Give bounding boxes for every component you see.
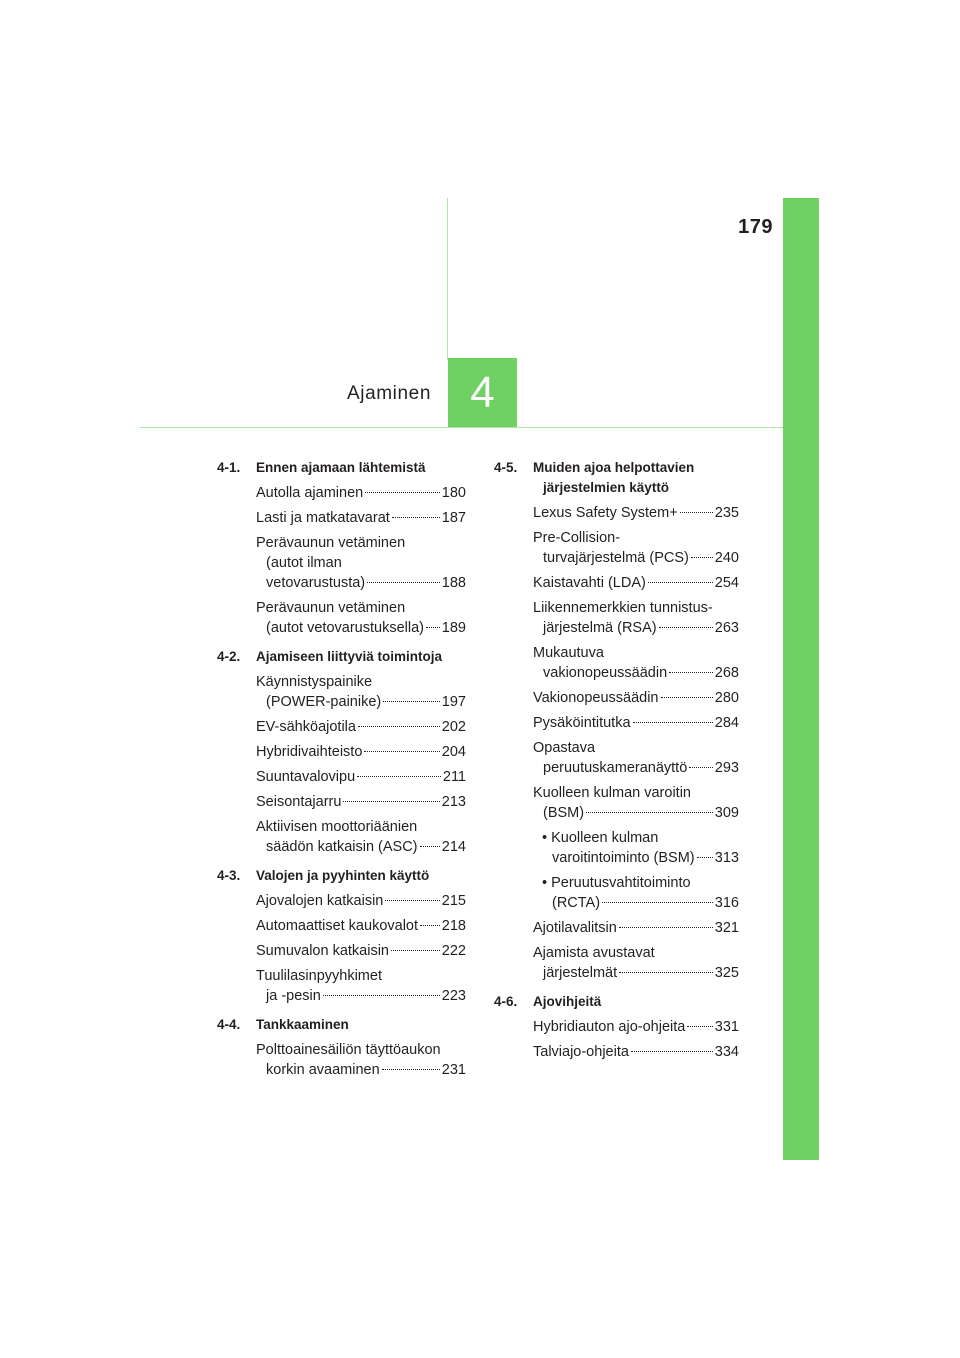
toc-entry-text: • Peruutusvahtitoiminto (542, 875, 691, 891)
toc-entry-line (256, 508, 466, 528)
toc-entry[interactable] (256, 742, 466, 762)
toc-entry-page: 189 (441, 620, 466, 636)
toc-section (217, 458, 466, 638)
dot-leader (689, 767, 713, 768)
toc-entry[interactable] (256, 598, 466, 638)
toc-entry[interactable] (533, 713, 739, 733)
dot-leader (392, 517, 440, 518)
toc-entry[interactable] (256, 1040, 466, 1080)
toc-entry-line (533, 1017, 739, 1037)
toc-entry-text: (RCTA) (552, 895, 601, 911)
toc-entry-page: 214 (441, 839, 466, 855)
toc-entry-text: Autolla ajaminen (256, 485, 364, 501)
toc-entry-text: Tuulilasinpyyhkimet (256, 968, 382, 984)
toc-entry-page: 204 (441, 744, 466, 760)
toc-entry-line (256, 837, 466, 857)
toc-entry-line (533, 663, 739, 683)
toc-entry-text: (BSM) (543, 805, 585, 821)
toc-entry-text: Ajotilavalitsin (533, 920, 617, 936)
toc-entry-line (542, 893, 739, 913)
toc-entry-text: Automaattiset kaukovalot (256, 918, 419, 934)
toc-entry-page: 215 (441, 893, 466, 909)
dot-leader (661, 697, 713, 698)
toc-entry-line (533, 713, 739, 733)
toc-entry-line (256, 692, 466, 712)
dot-leader (343, 801, 439, 802)
toc-entry-text: korkin avaaminen (266, 1062, 380, 1078)
toc-entry-text: Pre-Collision- (533, 530, 621, 546)
toc-section-title (533, 992, 739, 1012)
toc-entry[interactable] (256, 817, 466, 857)
toc-entry-line (256, 767, 466, 787)
toc-entry-text: Perävaunun vetäminen (256, 600, 406, 616)
toc-entry-page: 231 (441, 1062, 466, 1078)
dot-leader (358, 726, 440, 727)
dot-leader (357, 776, 441, 777)
dot-leader (691, 557, 713, 558)
toc-section-title-line: Ajovihjeitä (533, 994, 602, 1009)
toc-entry-page: 293 (714, 760, 739, 776)
header-vertical-rule (447, 198, 448, 360)
dot-leader (385, 900, 439, 901)
dot-leader (586, 812, 713, 813)
toc-section (217, 647, 466, 857)
toc-entry-line (533, 918, 739, 938)
chapter-tab-bar (783, 198, 819, 1160)
toc-entry[interactable] (533, 528, 739, 568)
toc-entry-text: peruutuskameranäyttö (543, 760, 688, 776)
toc-entry-line (256, 573, 466, 593)
dot-leader (382, 1069, 440, 1070)
toc-section-number: 4-4. (217, 1017, 241, 1032)
dot-leader (659, 627, 713, 628)
toc-section-heading (494, 992, 739, 1012)
toc-entry-page: 180 (441, 485, 466, 501)
toc-entry-text: Lasti ja matkatavarat (256, 510, 390, 526)
toc-section-heading (217, 458, 466, 478)
toc-entry-line (256, 916, 466, 936)
toc-entry[interactable] (533, 918, 739, 938)
toc-entry-page: 240 (714, 550, 739, 566)
toc-section-heading (217, 1015, 466, 1035)
toc-entry-line (256, 891, 466, 911)
toc-entry-text: järjestelmät (543, 965, 618, 981)
toc-entry-text: Aktiivisen moottoriäänien (256, 819, 418, 835)
toc-entry[interactable] (256, 672, 466, 712)
dot-leader (697, 857, 713, 858)
toc-entry-page: 213 (441, 794, 466, 810)
toc-entry-line (256, 717, 466, 737)
toc-section-title (256, 1015, 466, 1035)
toc-section-number: 4-1. (217, 460, 241, 475)
header-horizontal-rule (140, 427, 783, 428)
toc-entry-line (256, 986, 466, 1006)
toc-entry-text: Hybridiauton ajo-ohjeita (533, 1019, 686, 1035)
toc-entry-page: 211 (442, 769, 466, 785)
toc-entry[interactable] (533, 643, 739, 683)
toc-entry[interactable] (542, 828, 739, 868)
toc-entry-text: Sumuvalon katkaisin (256, 943, 389, 959)
chapter-title: Ajaminen (346, 383, 431, 404)
dot-leader (669, 672, 713, 673)
toc-entry[interactable] (542, 873, 739, 913)
toc-entry-page: 316 (714, 895, 739, 911)
toc-entry[interactable] (533, 1017, 739, 1037)
toc-section-title (256, 458, 466, 478)
toc-entry[interactable] (256, 916, 466, 936)
toc-section-title-line: Ennen ajamaan lähtemistä (256, 460, 426, 475)
toc-entry[interactable] (533, 598, 739, 638)
toc-entry[interactable] (256, 941, 466, 961)
toc-entry-text: Lexus Safety System+ (533, 505, 678, 521)
toc-entry-text: Ajovalojen katkaisin (256, 893, 384, 909)
toc-section (494, 992, 739, 1062)
toc-entry-line (533, 573, 739, 593)
toc-entry-text: vakionopeussäädin (543, 665, 668, 681)
dot-leader (365, 492, 440, 493)
toc-entry-line (533, 963, 739, 983)
toc-entry-text: (POWER-painike) (266, 694, 382, 710)
toc-entry-page: 284 (714, 715, 739, 731)
toc-section (217, 1015, 466, 1080)
toc-entry-page: 313 (714, 850, 739, 866)
toc-entry[interactable] (533, 943, 739, 983)
toc-entry-text: Perävaunun vetäminen (256, 535, 406, 551)
toc-entry-text: Suuntavalovipu (256, 769, 356, 785)
toc-entry-text: Mukautuva (533, 645, 604, 661)
toc-section-title-line: järjestelmien käyttö (543, 480, 670, 495)
dot-leader (391, 950, 440, 951)
toc-section-title-line: Tankkaaminen (256, 1017, 349, 1032)
toc-entry-page: 263 (714, 620, 739, 636)
toc-entry-page: 223 (441, 988, 466, 1004)
toc-entry-page: 334 (714, 1044, 739, 1060)
toc-entry[interactable] (533, 1042, 739, 1062)
toc-section-title-line: Valojen ja pyyhinten käyttö (256, 868, 430, 883)
toc-entry-line (533, 803, 739, 823)
toc-entry[interactable] (533, 503, 739, 523)
dot-leader (602, 902, 713, 903)
toc-section-title-line: Muiden ajoa helpottavien (533, 460, 695, 475)
toc-entry-text: • Kuolleen kulman (542, 830, 659, 846)
toc-entry[interactable] (256, 717, 466, 737)
toc-section (217, 866, 466, 1006)
toc-entry[interactable] (533, 738, 739, 778)
toc-entry[interactable] (256, 533, 466, 593)
toc-section-heading (494, 458, 739, 498)
toc-entry-page: 218 (441, 918, 466, 934)
toc-entry-page: 254 (714, 575, 739, 591)
toc-entry-text: vetovarustusta) (266, 575, 366, 591)
toc-section-title (533, 458, 739, 498)
toc-entry-line (533, 548, 739, 568)
toc-entry-line (533, 758, 739, 778)
toc-entry[interactable] (533, 688, 739, 708)
dot-leader (383, 701, 440, 702)
dot-leader (648, 582, 713, 583)
toc-entry-line (533, 688, 739, 708)
toc-entry-page: 325 (714, 965, 739, 981)
toc-entry-text: Seisontajarru (256, 794, 342, 810)
toc-entry-text: ja -pesin (266, 988, 321, 1004)
toc-section-number: 4-3. (217, 868, 241, 883)
toc-entry-text: (autot ilman (266, 555, 342, 571)
toc-entry-text: Talviajo-ohjeita (533, 1044, 629, 1060)
toc-section-number: 4-5. (494, 460, 518, 475)
toc-entry-text: EV-sähköajotila (256, 719, 356, 735)
toc-section-title (256, 866, 466, 886)
dot-leader (619, 972, 713, 973)
dot-leader (680, 512, 713, 513)
dot-leader (619, 927, 713, 928)
toc-entry-text: Käynnistyspainike (256, 674, 373, 690)
dot-leader (367, 582, 440, 583)
toc-section (494, 458, 739, 983)
toc-entry-text: turvajärjestelmä (PCS) (543, 550, 689, 566)
page-number: 179 (738, 216, 773, 238)
toc-entry-page: 197 (441, 694, 466, 710)
toc-entry-text: Opastava (533, 740, 596, 756)
toc-section-heading (217, 647, 466, 667)
toc-entry-text: Ajamista avustavat (533, 945, 655, 961)
toc-entry-text: Kuolleen kulman varoitin (533, 785, 691, 801)
toc-entry-page: 188 (441, 575, 466, 591)
toc-entry-line (256, 742, 466, 762)
toc-entry-line (542, 848, 739, 868)
toc-entry-text: Liikennemerkkien tunnistus- (533, 600, 713, 616)
toc-entry[interactable] (256, 891, 466, 911)
chapter-number-badge: 4 (448, 358, 517, 428)
toc-entry-page: 222 (441, 943, 466, 959)
toc-entry[interactable] (533, 573, 739, 593)
toc-entry-page: 268 (714, 665, 739, 681)
dot-leader (631, 1051, 713, 1052)
dot-leader (633, 722, 713, 723)
toc-entry[interactable] (256, 508, 466, 528)
toc-entry-text: Vakionopeussäädin (533, 690, 659, 706)
toc-column-left (217, 458, 466, 1080)
toc-entry-page: 202 (441, 719, 466, 735)
toc-entry-page: 280 (714, 690, 739, 706)
toc-entry-line (533, 503, 739, 523)
toc-entry-line (256, 618, 466, 638)
toc-section-title (256, 647, 466, 667)
dot-leader (420, 925, 440, 926)
toc-entry-text: säädön katkaisin (ASC) (266, 839, 418, 855)
toc-section-number: 4-2. (217, 649, 241, 664)
toc-entry[interactable] (256, 767, 466, 787)
toc-entry-line (533, 1042, 739, 1062)
toc-entry-page: 309 (714, 805, 739, 821)
toc-entry-line (256, 792, 466, 812)
toc-entry-line (256, 483, 466, 503)
toc-entry-text: Hybridivaihteisto (256, 744, 363, 760)
toc-entry-text: (autot vetovarustuksella) (266, 620, 424, 636)
toc-entry[interactable] (256, 483, 466, 503)
toc-column-right (494, 458, 739, 1062)
toc-entry-text: järjestelmä (RSA) (543, 620, 657, 636)
toc-entry-text: varoitintoiminto (BSM) (552, 850, 695, 866)
dot-leader (426, 627, 440, 628)
toc-section-heading (217, 866, 466, 886)
toc-entry[interactable] (256, 792, 466, 812)
toc-entry-line (256, 941, 466, 961)
toc-entry-text: Kaistavahti (LDA) (533, 575, 646, 591)
toc-entry[interactable] (256, 966, 466, 1006)
toc-entry-page: 331 (714, 1019, 739, 1035)
toc-entry-line (533, 618, 739, 638)
toc-entry-line (256, 1060, 466, 1080)
toc-section-title-line: Ajamiseen liittyviä toimintoja (256, 649, 443, 664)
toc-entry-page: 235 (714, 505, 739, 521)
dot-leader (323, 995, 440, 996)
dot-leader (364, 751, 439, 752)
toc-entry-text: Pysäköintitutka (533, 715, 631, 731)
dot-leader (687, 1026, 712, 1027)
toc-section-number: 4-6. (494, 994, 518, 1009)
toc-entry[interactable] (533, 783, 739, 823)
toc-entry-text: Polttoainesäiliön täyttöaukon (256, 1042, 441, 1058)
toc-entry-page: 187 (441, 510, 466, 526)
toc-entry-page: 321 (714, 920, 739, 936)
dot-leader (420, 846, 440, 847)
